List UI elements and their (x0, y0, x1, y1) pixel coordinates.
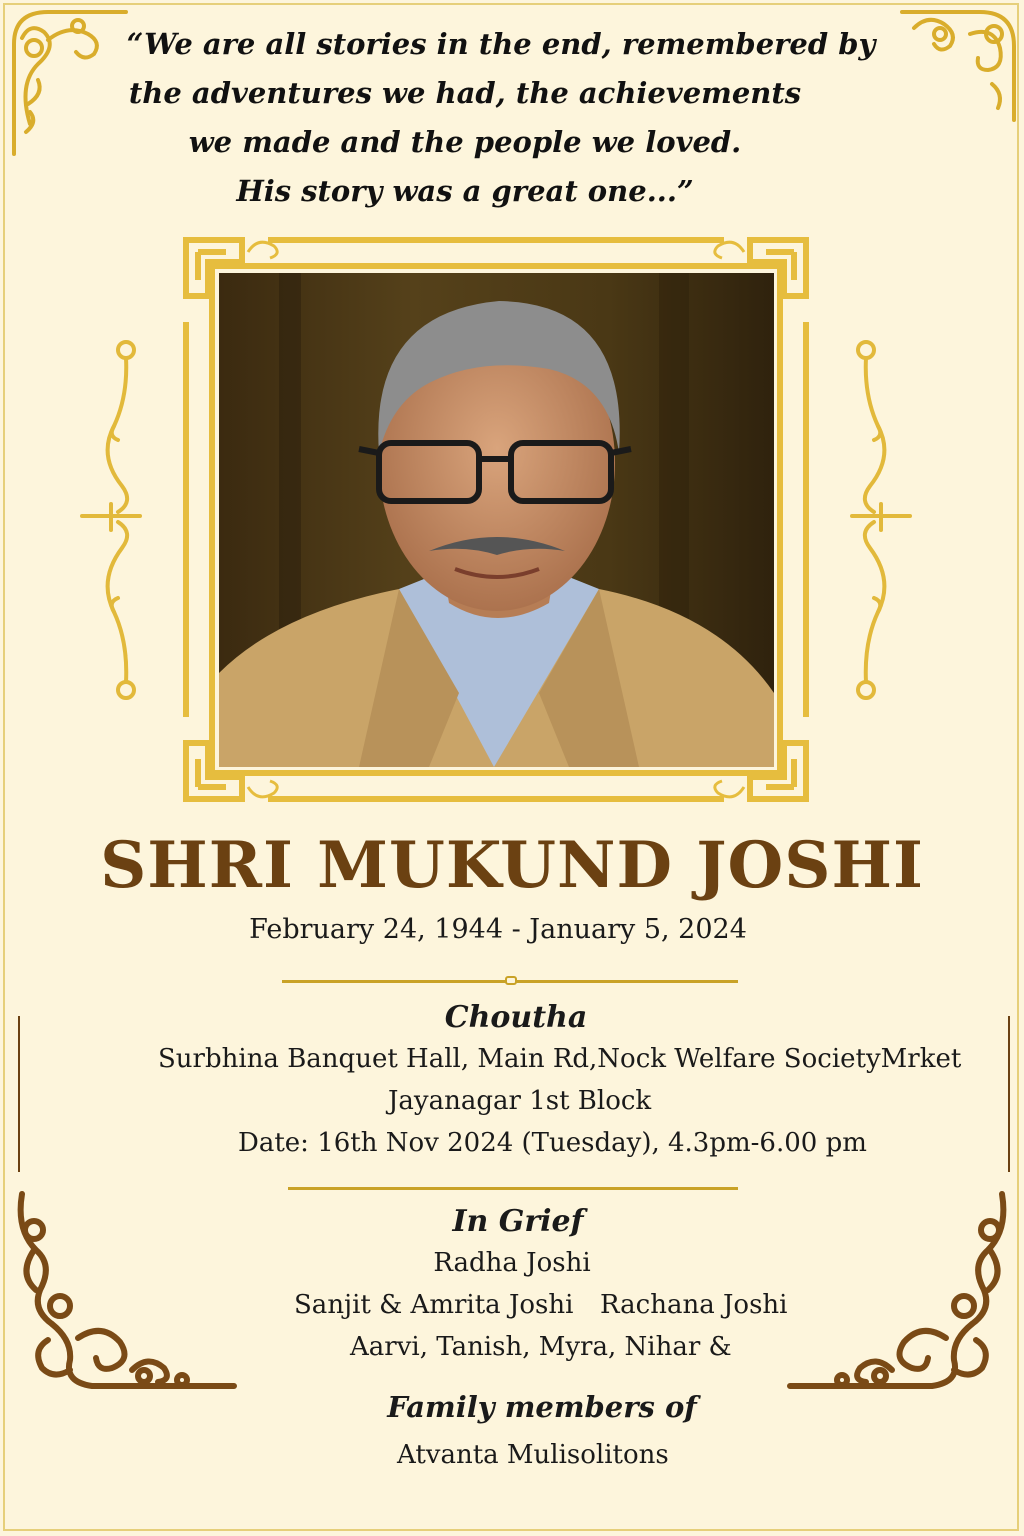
memorial-quote (0, 20, 930, 216)
portrait-photo (219, 273, 774, 767)
portrait-illustration-icon (219, 273, 774, 767)
quote-line-2: the adventures we had, the achievements (128, 76, 802, 110)
grief-line-2-right: Rachana Joshi (600, 1290, 788, 1320)
divider-knot-icon (505, 976, 517, 985)
left-scroll-ornament-icon (78, 336, 144, 704)
grief-line-2-left: Sanjit & Amrita Joshi (294, 1290, 574, 1320)
grief-line-1: Radha Joshi (433, 1248, 591, 1278)
company-name: Atvanta Mulisolitons (397, 1440, 669, 1470)
right-side-line (1008, 1016, 1010, 1172)
choutha-date: Date: 16th Nov 2024 (Tuesday), 4.3pm-6.00 pm (238, 1128, 867, 1158)
venue-line-1: Surbhina Banquet Hall, Main Rd,Nock Welfare SocietyMrket (158, 1044, 962, 1074)
right-scroll-ornament-icon (850, 336, 916, 704)
bottom-left-swirl-icon (12, 1190, 238, 1400)
quote-line-1: “We are all stories in the end, remembered by (126, 27, 876, 61)
quote-line-3: we made and the people we loved. (188, 125, 742, 159)
bottom-right-swirl-icon (786, 1190, 1012, 1400)
in-grief-title: In Grief (452, 1204, 584, 1239)
family-members-title: Family members of (387, 1390, 697, 1424)
life-dates: February 24, 1944 - January 5, 2024 (249, 914, 747, 945)
grief-line-3: Aarvi, Tanish, Myra, Nihar & (350, 1332, 732, 1362)
venue-line-2: Jayanagar 1st Block (388, 1086, 652, 1116)
left-side-line (18, 1016, 20, 1172)
divider-middle (288, 1187, 738, 1190)
choutha-title: Choutha (444, 1000, 588, 1035)
deceased-name: SHRI MUKUND JOSHI (100, 828, 924, 903)
quote-line-4: His story was a great one...” (236, 174, 694, 208)
